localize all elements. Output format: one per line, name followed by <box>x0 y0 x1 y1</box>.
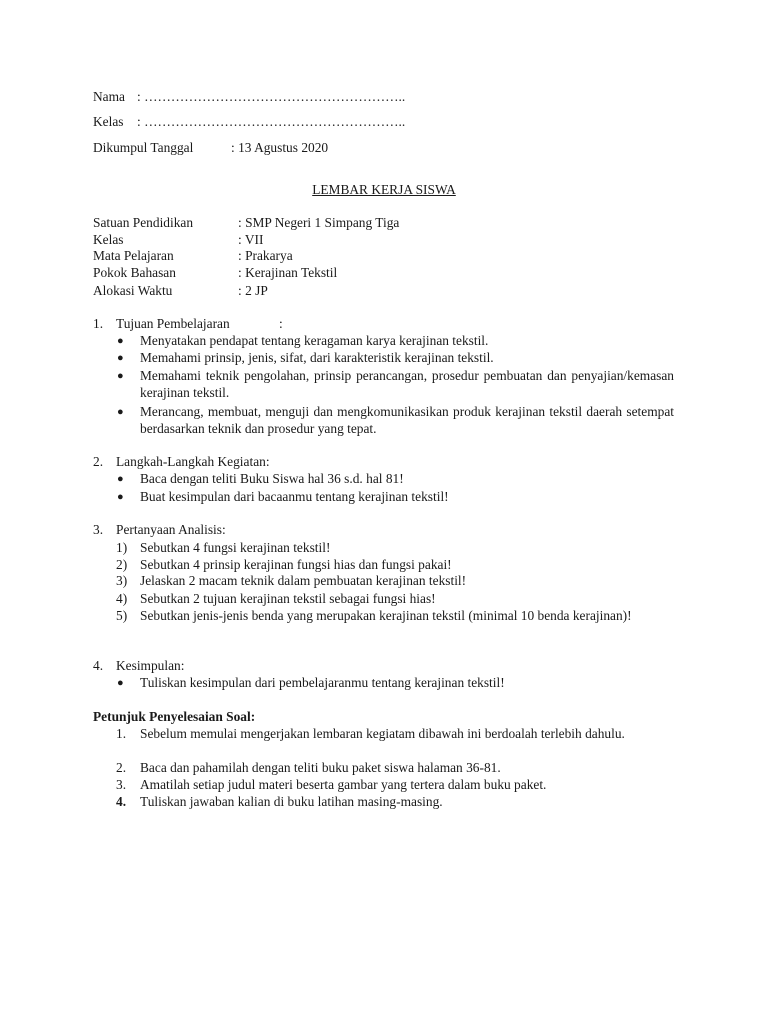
bullet-icon: ● <box>117 370 124 382</box>
petunjuk-text: Baca dan pahamilah dengan teliti buku paket siswa halaman 36-81. <box>140 760 501 775</box>
list-item: Baca dengan teliti Buku Siswa hal 36 s.d. hal 81! <box>140 471 404 486</box>
page-title: LEMBAR KERJA SISWA <box>312 182 456 197</box>
petunjuk-number: 1. <box>116 726 127 741</box>
list-item: Buat kesimpulan dari bacaanmu tentang kerajinan tekstil! <box>140 489 449 504</box>
nama-field: : ………………………………………………….. <box>137 89 406 104</box>
identity-label: Kelas <box>93 232 124 247</box>
question-text: Sebutkan 2 tujuan kerajinan tekstil sebagai fungsi hias! <box>140 591 436 606</box>
section-number: 2. <box>93 454 104 469</box>
question-number: 5) <box>116 608 128 623</box>
section-heading-colon: : <box>279 316 283 331</box>
list-item: Menyatakan pendapat tentang keragaman karya kerajinan tekstil. <box>140 333 489 348</box>
section-heading: Kesimpulan: <box>116 658 185 673</box>
list-item: Tuliskan kesimpulan dari pembelajaranmu tentang kerajinan tekstil! <box>140 675 505 690</box>
section-heading: Pertanyaan Analisis: <box>116 522 226 537</box>
petunjuk-heading: Petunjuk Penyelesaian Soal: <box>93 709 256 724</box>
section-number: 4. <box>93 658 104 673</box>
bullet-icon: ● <box>117 677 124 689</box>
tanggal-value: : 13 Agustus 2020 <box>231 140 329 155</box>
question-text: Sebutkan 4 fungsi kerajinan tekstil! <box>140 540 331 555</box>
petunjuk-text: Amatilah setiap judul materi beserta gambar yang tertera dalam buku paket. <box>140 777 547 792</box>
tanggal-label: Dikumpul Tanggal <box>93 140 194 155</box>
section-heading: Tujuan Pembelajaran <box>116 316 230 331</box>
bullet-icon: ● <box>117 491 124 503</box>
kelas-field: : ………………………………………………….. <box>137 114 406 129</box>
petunjuk-number: 3. <box>116 777 127 792</box>
question-text: Sebutkan jenis-jenis benda yang merupakan kerajinan tekstil (minimal 10 benda kerajinan)! <box>140 608 632 623</box>
petunjuk-number: 2. <box>116 760 127 775</box>
list-item: Memahami teknik pengolahan, prinsip perancangan, prosedur pembuatan dan penyajian/kemasan kerajinan tekstil. <box>140 368 674 400</box>
nama-label: Nama <box>93 89 125 104</box>
bullet-icon: ● <box>117 406 124 418</box>
identity-label: Mata Pelajaran <box>93 248 174 263</box>
question-text: Sebutkan 4 prinsip kerajinan fungsi hias dan fungsi pakai! <box>140 557 452 572</box>
petunjuk-text: Tuliskan jawaban kalian di buku latihan masing-masing. <box>140 794 443 809</box>
list-item: Merancang, membuat, menguji dan mengkomunikasikan produk kerajinan tekstil daerah setempat berdasarkan teknik dan prosedur yang tepat. <box>140 404 674 436</box>
question-number: 4) <box>116 591 128 606</box>
section-number: 3. <box>93 522 104 537</box>
bullet-icon: ● <box>117 473 124 485</box>
petunjuk-text: Sebelum memulai mengerjakan lembaran kegiatam dibawah ini berdoalah terlebih dahulu. <box>140 726 625 741</box>
identity-label: Satuan Pendidikan <box>93 215 194 230</box>
identity-value: : 2 JP <box>238 283 268 298</box>
identity-label: Alokasi Waktu <box>93 283 173 298</box>
section-number: 1. <box>93 316 104 331</box>
identity-value: : Prakarya <box>238 248 293 263</box>
list-item: Memahami prinsip, jenis, sifat, dari karakteristik kerajinan tekstil. <box>140 350 494 365</box>
question-number: 1) <box>116 540 128 555</box>
bullet-icon: ● <box>117 352 124 364</box>
question-number: 3) <box>116 573 128 588</box>
bullet-icon: ● <box>117 335 124 347</box>
question-number: 2) <box>116 557 128 572</box>
identity-value: : VII <box>238 232 264 247</box>
identity-value: : SMP Negeri 1 Simpang Tiga <box>238 215 400 230</box>
identity-label: Pokok Bahasan <box>93 265 176 280</box>
section-heading: Langkah-Langkah Kegiatan: <box>116 454 270 469</box>
question-text: Jelaskan 2 macam teknik dalam pembuatan kerajinan tekstil! <box>140 573 467 588</box>
kelas-label: Kelas <box>93 114 124 129</box>
petunjuk-number: 4. <box>116 794 127 809</box>
identity-value: : Kerajinan Tekstil <box>238 265 338 280</box>
